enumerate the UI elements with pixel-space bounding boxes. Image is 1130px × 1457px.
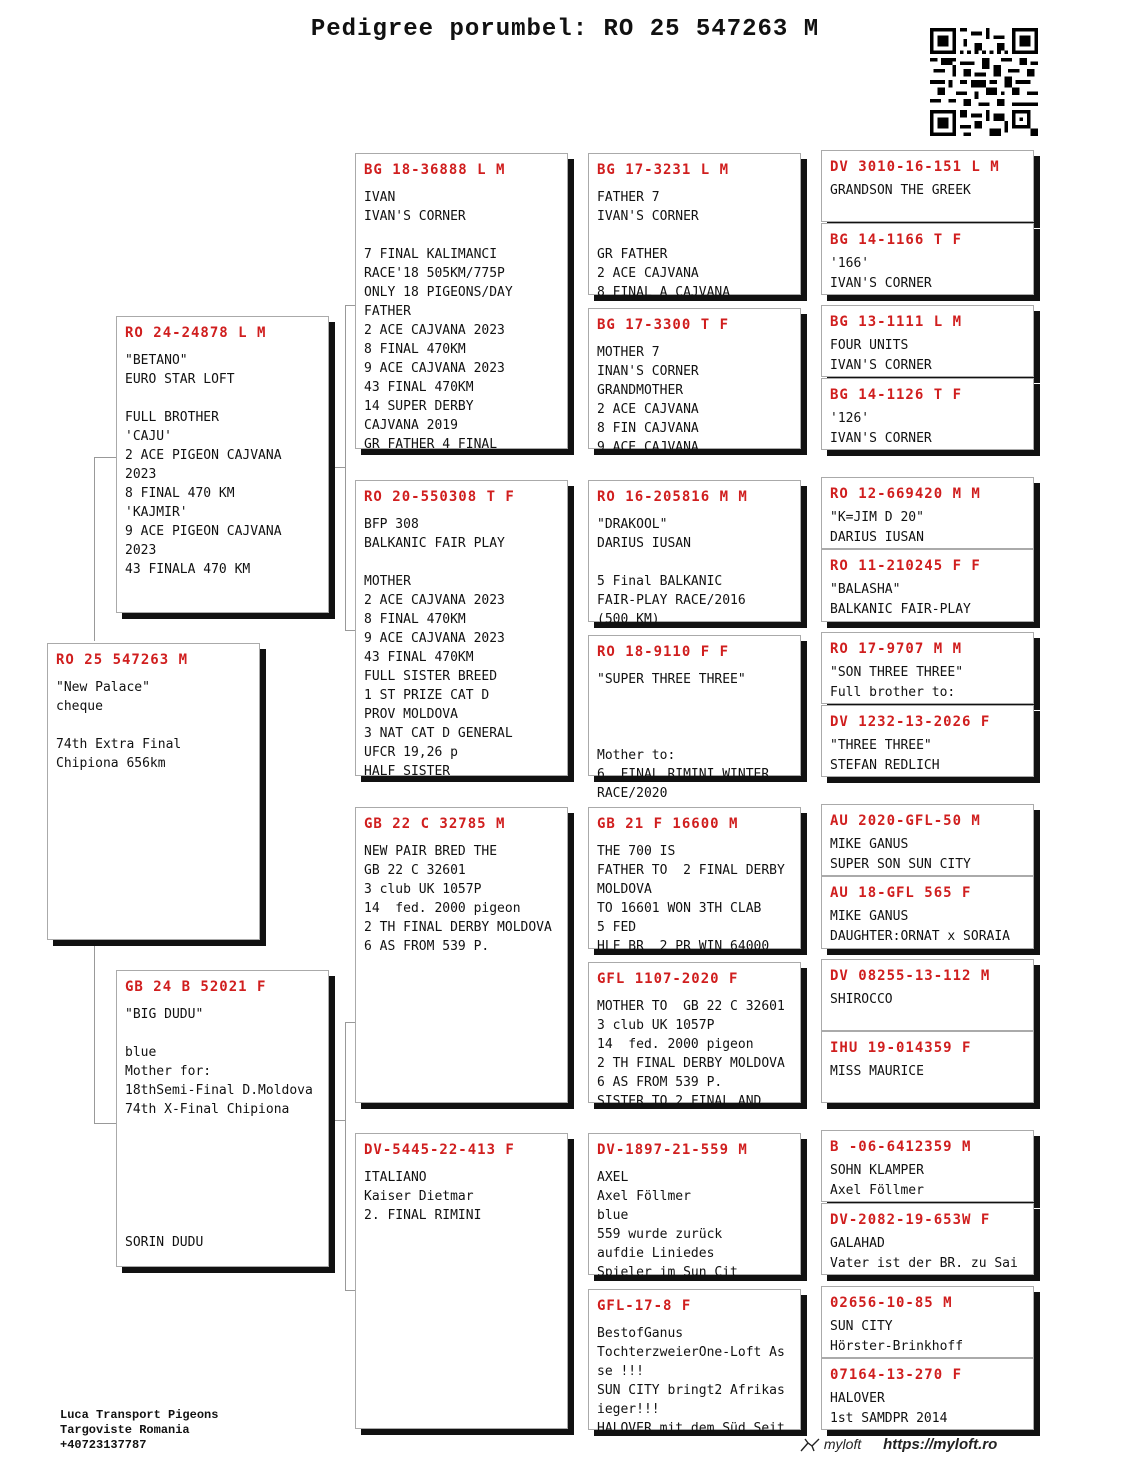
pigeon-card-gen4-5[interactable] (821, 477, 1034, 549)
ring-number: RO 20-550308 T F (364, 489, 515, 505)
connector-line (94, 457, 116, 458)
pigeon-card-dsd[interactable] (588, 962, 801, 1109)
ring-number: 02656-10-85 M (830, 1295, 953, 1311)
pigeon-notes: "SUPER THREE THREE" Mother to: 6. FINAL RIMINI WINTER RACE/2020 (597, 672, 770, 801)
qr-code[interactable] (930, 28, 1038, 136)
breeder-contact (60, 1408, 218, 1453)
pigeon-card-gen4-16[interactable] (821, 1358, 1034, 1430)
pigeon-notes: SUN CITY Hörster-Brinkhoff (830, 1319, 964, 1354)
pigeon-notes: "K=JIM D 20" DARIUS IUSAN (830, 510, 924, 545)
pigeon-card-sss[interactable] (588, 153, 801, 300)
pigeon-notes: SHIROCCO (830, 992, 893, 1007)
ring-number: B -06-6412359 M (830, 1139, 972, 1155)
pigeon-card-sdd[interactable] (588, 635, 801, 801)
ring-number: RO 17-9707 M M (830, 641, 963, 657)
website-link[interactable]: https://myloft.ro (883, 1436, 998, 1453)
ring-number: DV 08255-13-112 M (830, 968, 991, 984)
pigeon-card-subject[interactable] (47, 643, 260, 940)
pigeon-notes: THE 700 IS FATHER TO 2 FINAL DERBY MOLDOVA TO 16601 WON 3TH CLAB 5 FED HLF BR 2 PR WIN 64000 (597, 844, 785, 954)
ring-number: GFL 1107-2020 F (597, 971, 739, 987)
connector-line (345, 630, 355, 631)
ring-number: AU 18-GFL 565 F (830, 885, 972, 901)
ring-number: GB 22 C 32785 M (364, 816, 506, 832)
pigeon-notes: FATHER 7 IVAN'S CORNER GR FATHER 2 ACE CAJVANA 8 FINAL A CAJVANA (597, 190, 731, 300)
pigeon-card-sire-dam[interactable] (355, 480, 568, 779)
connector-line (345, 1022, 346, 1290)
ring-number: IHU 19-014359 F (830, 1040, 972, 1056)
ring-number: AU 2020-GFL-50 M (830, 813, 981, 829)
connector-line (330, 1120, 345, 1121)
pigeon-card-dam-dam[interactable] (355, 1133, 568, 1429)
breeder-location: Targoviste Romania (60, 1423, 190, 1437)
pigeon-card-gen4-2[interactable] (821, 223, 1034, 295)
myloft-brand (800, 1436, 997, 1453)
ring-number: DV-1897-21-559 M (597, 1142, 748, 1158)
ring-number: GB 24 B 52021 F (125, 979, 267, 995)
ring-number: BG 13-1111 L M (830, 314, 963, 330)
pigeon-card-gen4-10[interactable] (821, 876, 1034, 949)
ring-number: 07164-13-270 F (830, 1367, 963, 1383)
pigeon-card-gen4-12[interactable] (821, 1031, 1034, 1103)
connector-line (345, 1290, 355, 1291)
ring-number: RO 25 547263 M (56, 652, 189, 668)
connector-line (94, 944, 95, 1124)
ring-number: RO 11-210245 F F (830, 558, 981, 574)
pigeon-notes: "THREE THREE" STEFAN REDLICH (830, 738, 940, 773)
ring-number: GB 21 F 16600 M (597, 816, 739, 832)
pigeon-card-dam-sire[interactable] (355, 807, 568, 1103)
pigeon-notes: '166' IVAN'S CORNER (830, 256, 932, 291)
pigeon-notes: MIKE GANUS SUPER SON SUN CITY (830, 837, 971, 872)
pigeon-notes: '126' IVAN'S CORNER (830, 411, 932, 446)
ring-number: RO 18-9110 F F (597, 644, 730, 660)
breeder-name: Luca Transport Pigeons (60, 1408, 219, 1422)
pigeon-card-gen4-15[interactable] (821, 1286, 1034, 1358)
ring-number: RO 12-669420 M M (830, 486, 981, 502)
ring-number: BG 18-36888 L M (364, 162, 506, 178)
pigeon-card-ddd[interactable] (588, 1289, 801, 1436)
pigeon-notes: "BIG DUDU" blue Mother for: 18thSemi-Final D.Moldova 74th X-Final Chipiona SORIN DUDU (125, 1007, 313, 1250)
pigeon-notes: FOUR UNITS IVAN'S CORNER (830, 338, 932, 373)
pigeon-card-gen4-1[interactable] (821, 150, 1034, 222)
pigeon-notes: SOHN KLAMPER Axel Föllmer (830, 1163, 924, 1198)
logo-text: myloft (823, 1436, 862, 1452)
pigeon-card-gen4-3[interactable] (821, 305, 1034, 377)
ring-number: BG 14-1126 T F (830, 387, 963, 403)
pigeon-card-gen4-14[interactable] (821, 1203, 1034, 1275)
pigeon-notes: IVAN IVAN'S CORNER 7 FINAL KALIMANCI RACE'18 505KM/775P ONLY 18 PIGEONS/DAY FATHER 2 ACE CAJVANA 2023 8 FINAL 470KM 9 ACE CAJVANA 2023 43 FINAL 470KM 14 SUPER DERBY CAJVANA 2019 GR FATHER 4 FINAL (364, 190, 513, 452)
pigeon-notes: "DRAKOOL" DARIUS IUSAN 5 Final BALKANIC FAIR-PLAY RACE/2016 (500 KM) (597, 517, 746, 627)
ring-number: DV 1232-13-2026 F (830, 714, 991, 730)
ring-number: DV-5445-22-413 F (364, 1142, 515, 1158)
pigeon-card-gen4-4[interactable] (821, 378, 1034, 450)
connector-line (94, 457, 95, 641)
connector-line (345, 1022, 355, 1023)
pigeon-card-gen4-7[interactable] (821, 632, 1034, 704)
ring-number: GFL-17-8 F (597, 1298, 692, 1314)
ring-number: DV-2082-19-653W F (830, 1212, 991, 1228)
pigeon-notes: "New Palace" cheque 74th Extra Final Chipiona 656km (56, 680, 182, 771)
pigeon-notes: NEW PAIR BRED THE GB 22 C 32601 3 club UK 1057P 14 fed. 2000 pigeon 2 TH FINAL DERBY MOLDOVA 6 AS FROM 539 P. (364, 844, 552, 954)
ring-number: RO 16-205816 M M (597, 489, 748, 505)
pigeon-notes: GRANDSON THE GREEK (830, 183, 971, 198)
ring-number: BG 14-1166 T F (830, 232, 963, 248)
ring-number: DV 3010-16-151 L M (830, 159, 1000, 175)
breeder-phone: +40723137787 (60, 1438, 147, 1452)
connector-line (345, 305, 355, 306)
pigeon-notes: MIKE GANUS DAUGHTER:ORNAT x SORAIA (830, 909, 1011, 944)
pigeon-notes: BestofGanus TochterzweierOne-Loft As se !!! SUN CITY bringt2 Afrikas ieger!!! HALOVER mit dem Süd Seit (597, 1326, 785, 1436)
pigeon-notes: ITALIANO Kaiser Dietmar 2. FINAL RIMINI (364, 1170, 482, 1223)
ring-number: BG 17-3231 L M (597, 162, 730, 178)
pigeon-card-sire[interactable] (116, 316, 329, 613)
pigeon-notes: GALAHAD Vater ist der BR. zu Sai (830, 1236, 1018, 1271)
pigeon-card-gen4-11[interactable] (821, 959, 1034, 1031)
pigeon-card-gen4-6[interactable] (821, 549, 1034, 622)
pigeon-notes: "SON THREE THREE" Full brother to: (830, 665, 964, 700)
pigeon-notes: "BALASHA" BALKANIC FAIR-PLAY (830, 582, 971, 617)
page-title: Pedigree porumbel: RO 25 547263 M (310, 16, 820, 43)
pigeon-notes: HALOVER 1st SAMDPR 2014 (830, 1391, 948, 1426)
pigeon-card-dam[interactable] (116, 970, 329, 1267)
pigeon-card-gen4-8[interactable] (821, 705, 1034, 777)
pigeon-card-gen4-13[interactable] (821, 1130, 1034, 1202)
pigeon-card-dss[interactable] (588, 807, 801, 954)
pigeon-card-sds[interactable] (588, 480, 801, 627)
pigeon-notes: BFP 308 BALKANIC FAIR PLAY MOTHER 2 ACE CAJVANA 2023 8 FINAL 470KM 9 ACE CAJVANA 2023 43 FINAL 470KM FULL SISTER BREED 1 ST PRIZE CAT D PROV MOLDOVA 3 NAT CAT D GENERAL UFCR 19,26 p HALF SISTER (364, 517, 513, 779)
pigeon-notes: "BETANO" EURO STAR LOFT FULL BROTHER 'CAJU' 2 ACE PIGEON CAJVANA 2023 8 FINAL 470 KM 'KAJMIR' 9 ACE PIGEON CAJVANA 2023 43 FINALA 470 KM (125, 353, 282, 577)
pigeon-card-dds[interactable] (588, 1133, 801, 1280)
pigeon-notes: MOTHER 7 INAN'S CORNER GRANDMOTHER 2 ACE CAJVANA 8 FIN CAJVANA 9 ACE CAJVANA (597, 345, 699, 455)
ring-number: RO 24-24878 L M (125, 325, 267, 341)
pigeon-notes: MOTHER TO GB 22 C 32601 3 club UK 1057P 14 fed. 2000 pigeon 2 TH FINAL DERBY MOLDOVA 6 AS FROM 539 P. SISTER TO 2 FINAL AND (597, 999, 785, 1109)
ring-number: BG 17-3300 T F (597, 317, 730, 333)
connector-line (345, 305, 346, 630)
pigeon-logo-icon (800, 1437, 820, 1453)
pigeon-card-sire-sire[interactable] (355, 153, 568, 452)
pigeon-notes: AXEL Axel Föllmer blue 559 wurde zurück aufdie Liniedes Spieler im Sun Cit (597, 1170, 738, 1280)
pigeon-card-gen4-9[interactable] (821, 804, 1034, 876)
connector-line (94, 1123, 116, 1124)
pigeon-notes: MISS MAURICE (830, 1064, 924, 1079)
pigeon-card-ssd[interactable] (588, 308, 801, 455)
connector-line (330, 467, 345, 468)
